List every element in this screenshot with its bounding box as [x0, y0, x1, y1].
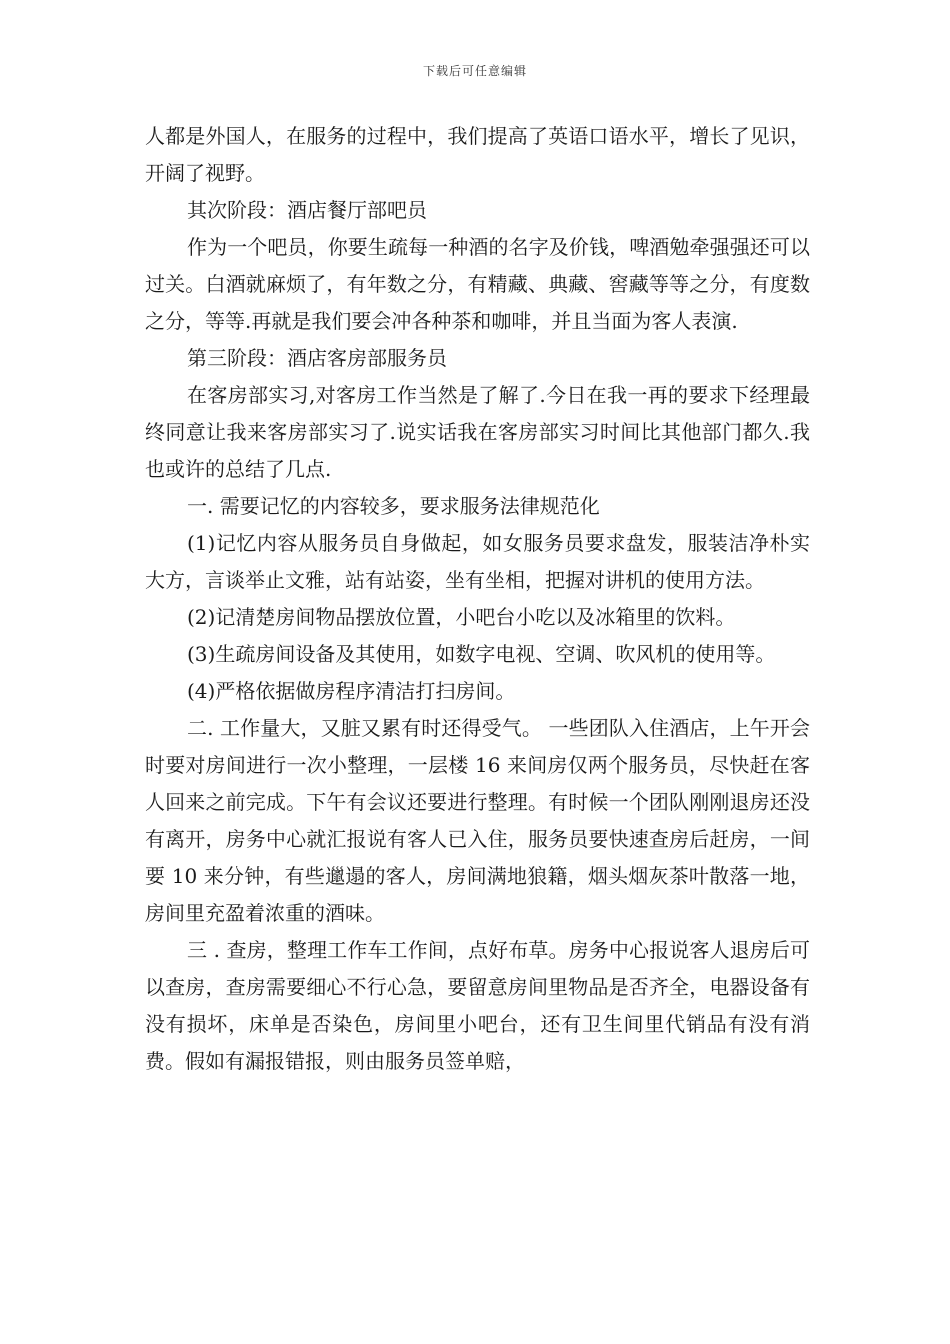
paragraph: 作为一个吧员，你要生疏每一种酒的名字及价钱，啤酒勉牵强强还可以过关。白酒就麻烦了，有年数之分，有精藏、典藏、窖藏等等之分，有度数之分，等等.再就是我们要会冲各种茶和咖啡，并且当面为客人表演.	[145, 235, 810, 333]
list-item: (1)记忆内容从服务员自身做起，如女服务员要求盘发，服装洁净朴实大方，言谈举止文雅，站有站姿，坐有坐相，把握对讲机的使用方法。	[145, 531, 810, 592]
document-body	[145, 118, 810, 1080]
list-item: (3)生疏房间设备及其使用，如数字电视、空调、吹风机的使用等。	[187, 642, 776, 666]
paragraph: 人都是外国人，在服务的过程中，我们提高了英语口语水平，增长了见识，开阔了视野。	[145, 124, 810, 185]
section-heading: 第三阶段：酒店客房部服务员	[187, 346, 447, 370]
list-item: (2)记清楚房间物品摆放位置，小吧台小吃以及冰箱里的饮料。	[187, 605, 736, 629]
page-header: 下载后可任意编辑	[422, 64, 527, 78]
paragraph: 在客房部实习,对客房工作当然是了解了.今日在我一再的要求下经理最终同意让我来客房部实习了.说实话我在客房部实习时间比其他部门都久.我也或许的总结了几点.	[145, 383, 810, 481]
paragraph: 三 . 查房，整理工作车工作间，点好布草。房务中心报说客人退房后可以查房，查房需要细心不行心急，要留意房间里物品是否齐全，电器设备有没有损坏，床单是否染色，房间里小吧台，还有卫生间里代销品有没有消费。假如有漏报错报，则由服务员签单赔，	[145, 938, 810, 1073]
list-heading: 一. 需要记忆的内容较多，要求服务法律规范化	[187, 494, 600, 518]
list-item: (4)严格依据做房程序清洁打扫房间。	[187, 679, 516, 703]
section-heading: 其次阶段：酒店餐厅部吧员	[187, 198, 427, 222]
paragraph: 二. 工作量大，又脏又累有时还得受气。 一些团队入住酒店，上午开会时要对房间进行一次小整理，一层楼 16 来间房仅两个服务员，尽快赶在客人回来之前完成。下午有会议还要进行整理。有时候一个团队刚刚退房还没有离开，房务中心就汇报说有客人已入住，服务员要快速查房后赶房，一间要 10 来分钟，有些邋遢的客人，房间满地狼籍，烟头烟灰茶叶散落一地，房间里充盈着浓重的酒味。	[145, 716, 810, 925]
